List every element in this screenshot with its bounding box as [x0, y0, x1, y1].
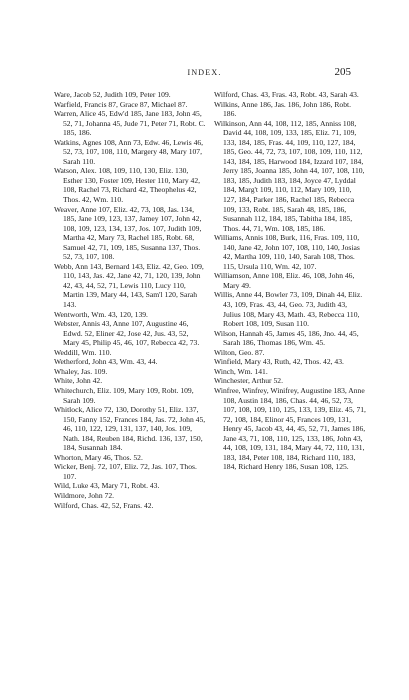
index-entry: Warfield, Francis 87, Grace 87, Michael 87.: [54, 99, 188, 109]
index-entry: Wentworth, Wm. 43, 120, 139.: [54, 309, 148, 319]
index-entry: Winfree, Winfrey, Winifrey, Augustine 183, Anne 108, Austin 184, 186, Chas. 44, 46, 52, 73, 107, 108, 109, 110, 125, 133, 139, Eliz. 45, 71, 72, 108, 184, Elinor 45, Frances 109, 131, Henry 45, Jacob 43, 44, 45, 52, 71, James 186, Jane 43, 71, 108, 110, 125, 133, 186, John 43, 44, 108, 109, 131, 184, Mary 44, 72, 110, 131, 183, 184, Peter 108, 184, Richard 110, 183, 184, Richard Henry 186, Susan 108, 125.: [214, 385, 366, 472]
index-entry: Williams, Annis 108, Burk, 116, Fras. 109, 110, 140, Jane 42, John 107, 108, 110, 140, Josias 42, Martha 109, 110, 140, Sarah 108, Thos. 115, Ursula 110, Wm. 42, 107.: [214, 233, 360, 271]
index-entry: Winch, Wm. 141.: [214, 366, 268, 376]
index-entry: Ware, Jacob 52, Judith 109, Peter 109.: [54, 90, 171, 99]
page-number: 205: [334, 66, 351, 78]
index-entry: Webster, Annis 43, Anne 107, Augustine 46, Edwd. 52, Eliner 42, Jose 42, Jus. 43, 52, Mary 45, Philip 45, 46, 107, Rebecca 42, 73.: [54, 319, 200, 348]
index-entry: Wilford, Chas. 42, 52, Frans. 42.: [54, 500, 154, 510]
index-column-right: [214, 90, 366, 472]
index-entry: Warren, Alice 45, Edw'd 185, Jane 183, John 45, 52, 71, Johanna 45, Jude 71, Peter 71, Robt. C. 185, 186.: [54, 109, 206, 138]
index-entry: Wicker, Benj. 72, 107, Eliz. 72, Jas. 107, Thos. 107.: [54, 462, 197, 481]
index-column-left: [54, 90, 206, 510]
index-entry: Webb, Ann 143, Bernard 143, Eliz. 42, Geo. 109, 110, 143, Jas. 42, Jane 42, 71, 120, 139, John 42, 43, 44, 52, 71, Lewis 110, Lucy 110, Martin 139, Mary 44, 143, Sam'l 120, Sarah 143.: [54, 261, 204, 310]
index-entry: Wilson, Hannah 45, James 45, 186, Jno. 44, 45, Sarah 186, Thomas 186, Wm. 45.: [214, 328, 359, 348]
index-entry: Watson, Alex. 108, 109, 110, 130, Eliz. 130, Esther 130, Foster 109, Hester 110, Mary 42, 108, Rachel 73, Richard 42, Theophelus 42, Thos. 42, Wm. 110.: [54, 166, 201, 205]
index-entry: Wilkins, Anne 186, Jas. 186, John 186, Robt. 186.: [214, 99, 352, 119]
index-entry: Willis, Anne 44, Bowler 73, 109, Dinah 44, Eliz. 43, 109, Fras. 43, 44, Geo. 73, Judith 43, Julius 108, Mary 43, Math. 43, Rebecca 110, Robert 108, 109, Susan 110.: [214, 290, 363, 329]
index-entry: White, John 42.: [54, 376, 103, 386]
index-entry: Wetherford, John 43, Wm. 43, 44.: [54, 357, 158, 367]
index-entry: Winchester, Arthur 52.: [214, 376, 283, 386]
index-entry: Whitlock, Alice 72, 130, Dorothy 51, Eliz. 137, 150, Fanny 152, Frances 184, Jas. 72, John 45, 46, 110, 122, 129, 131, 137, 140, Jos. 109, Nath. 184, Reuben 184, Richd. 136, 137, 150, 184, Susannah 184.: [54, 405, 206, 453]
index-entry: Wilkinson, Ann 44, 108, 112, 185, Anniss 108, David 44, 108, 109, 133, 185, Eliz. 71, 109, 133, 184, 185, Fras. 44, 109, 110, 127, 184, 185, Geo. 44, 72, 73, 107, 108, 109, 110, 112, 143, 184, 185, Harwood 184, Izzard 107, 184, Jerry 185, Joanna 185, John 44, 107, 108, 110, 183, 185, Judith 183, 184, Joyce 47, Lyddal 184, Marg't 109, 110, 112, Mary 109, 110, 127, 184, Parker 186, Rachel 185, Rebecca 109, 133, Robt. 185, Sarah 48, 185, 186, Susannah 112, 184, 185, Tabitha 184, 185, Thos. 44, 71, Wm. 108, 185, 186.: [214, 118, 365, 233]
index-entry: Wilford, Chas. 43, Fras. 43, Robt. 43, Sarah 43.: [214, 90, 359, 99]
running-head: [0, 66, 409, 80]
index-entry: Wilton, Geo. 87.: [214, 347, 265, 357]
index-entry: Whitechurch, Eliz. 109, Mary 109, Robt. 109, Sarah 109.: [54, 385, 194, 405]
index-entry: Williamson, Anne 108, Eliz. 46, 108, John 46, Mary 49.: [214, 271, 355, 290]
page-title: INDEX.: [187, 68, 222, 77]
index-entry: Wildmore, John 72.: [54, 490, 115, 500]
index-entry: Whaley, Jas. 109.: [54, 366, 108, 376]
index-entry: Weaver, Anne 107, Eliz. 42, 73, 108, Jas. 134, 185, Jane 109, 123, 137, Jamey 107, John 42, 108, 109, 123, 134, 137, Jos. 107, Judith 109, Martha 42, Mary 73, Rachel 185, Robt. 68, Samuel 42, 71, 109, 185, Susanna 137, Thos. 52, 73, 107, 108.: [54, 204, 202, 262]
index-entry: Winfield, Mary 43, Ruth, 42, Thos. 42, 43.: [214, 357, 344, 367]
index-entry: Whorton, Mary 46, Thos. 52.: [54, 452, 143, 462]
index-entry: Wild, Luke 43, Mary 71, Robt. 43.: [54, 481, 160, 491]
index-entry: Watkins, Agnes 108, Ann 73, Edw. 46, Lewis 46, 52, 73, 107, 108, 110, Margery 48, Mary 107, Sarah 110.: [54, 137, 204, 166]
index-entry: Weddill, Wm. 110.: [54, 347, 112, 357]
